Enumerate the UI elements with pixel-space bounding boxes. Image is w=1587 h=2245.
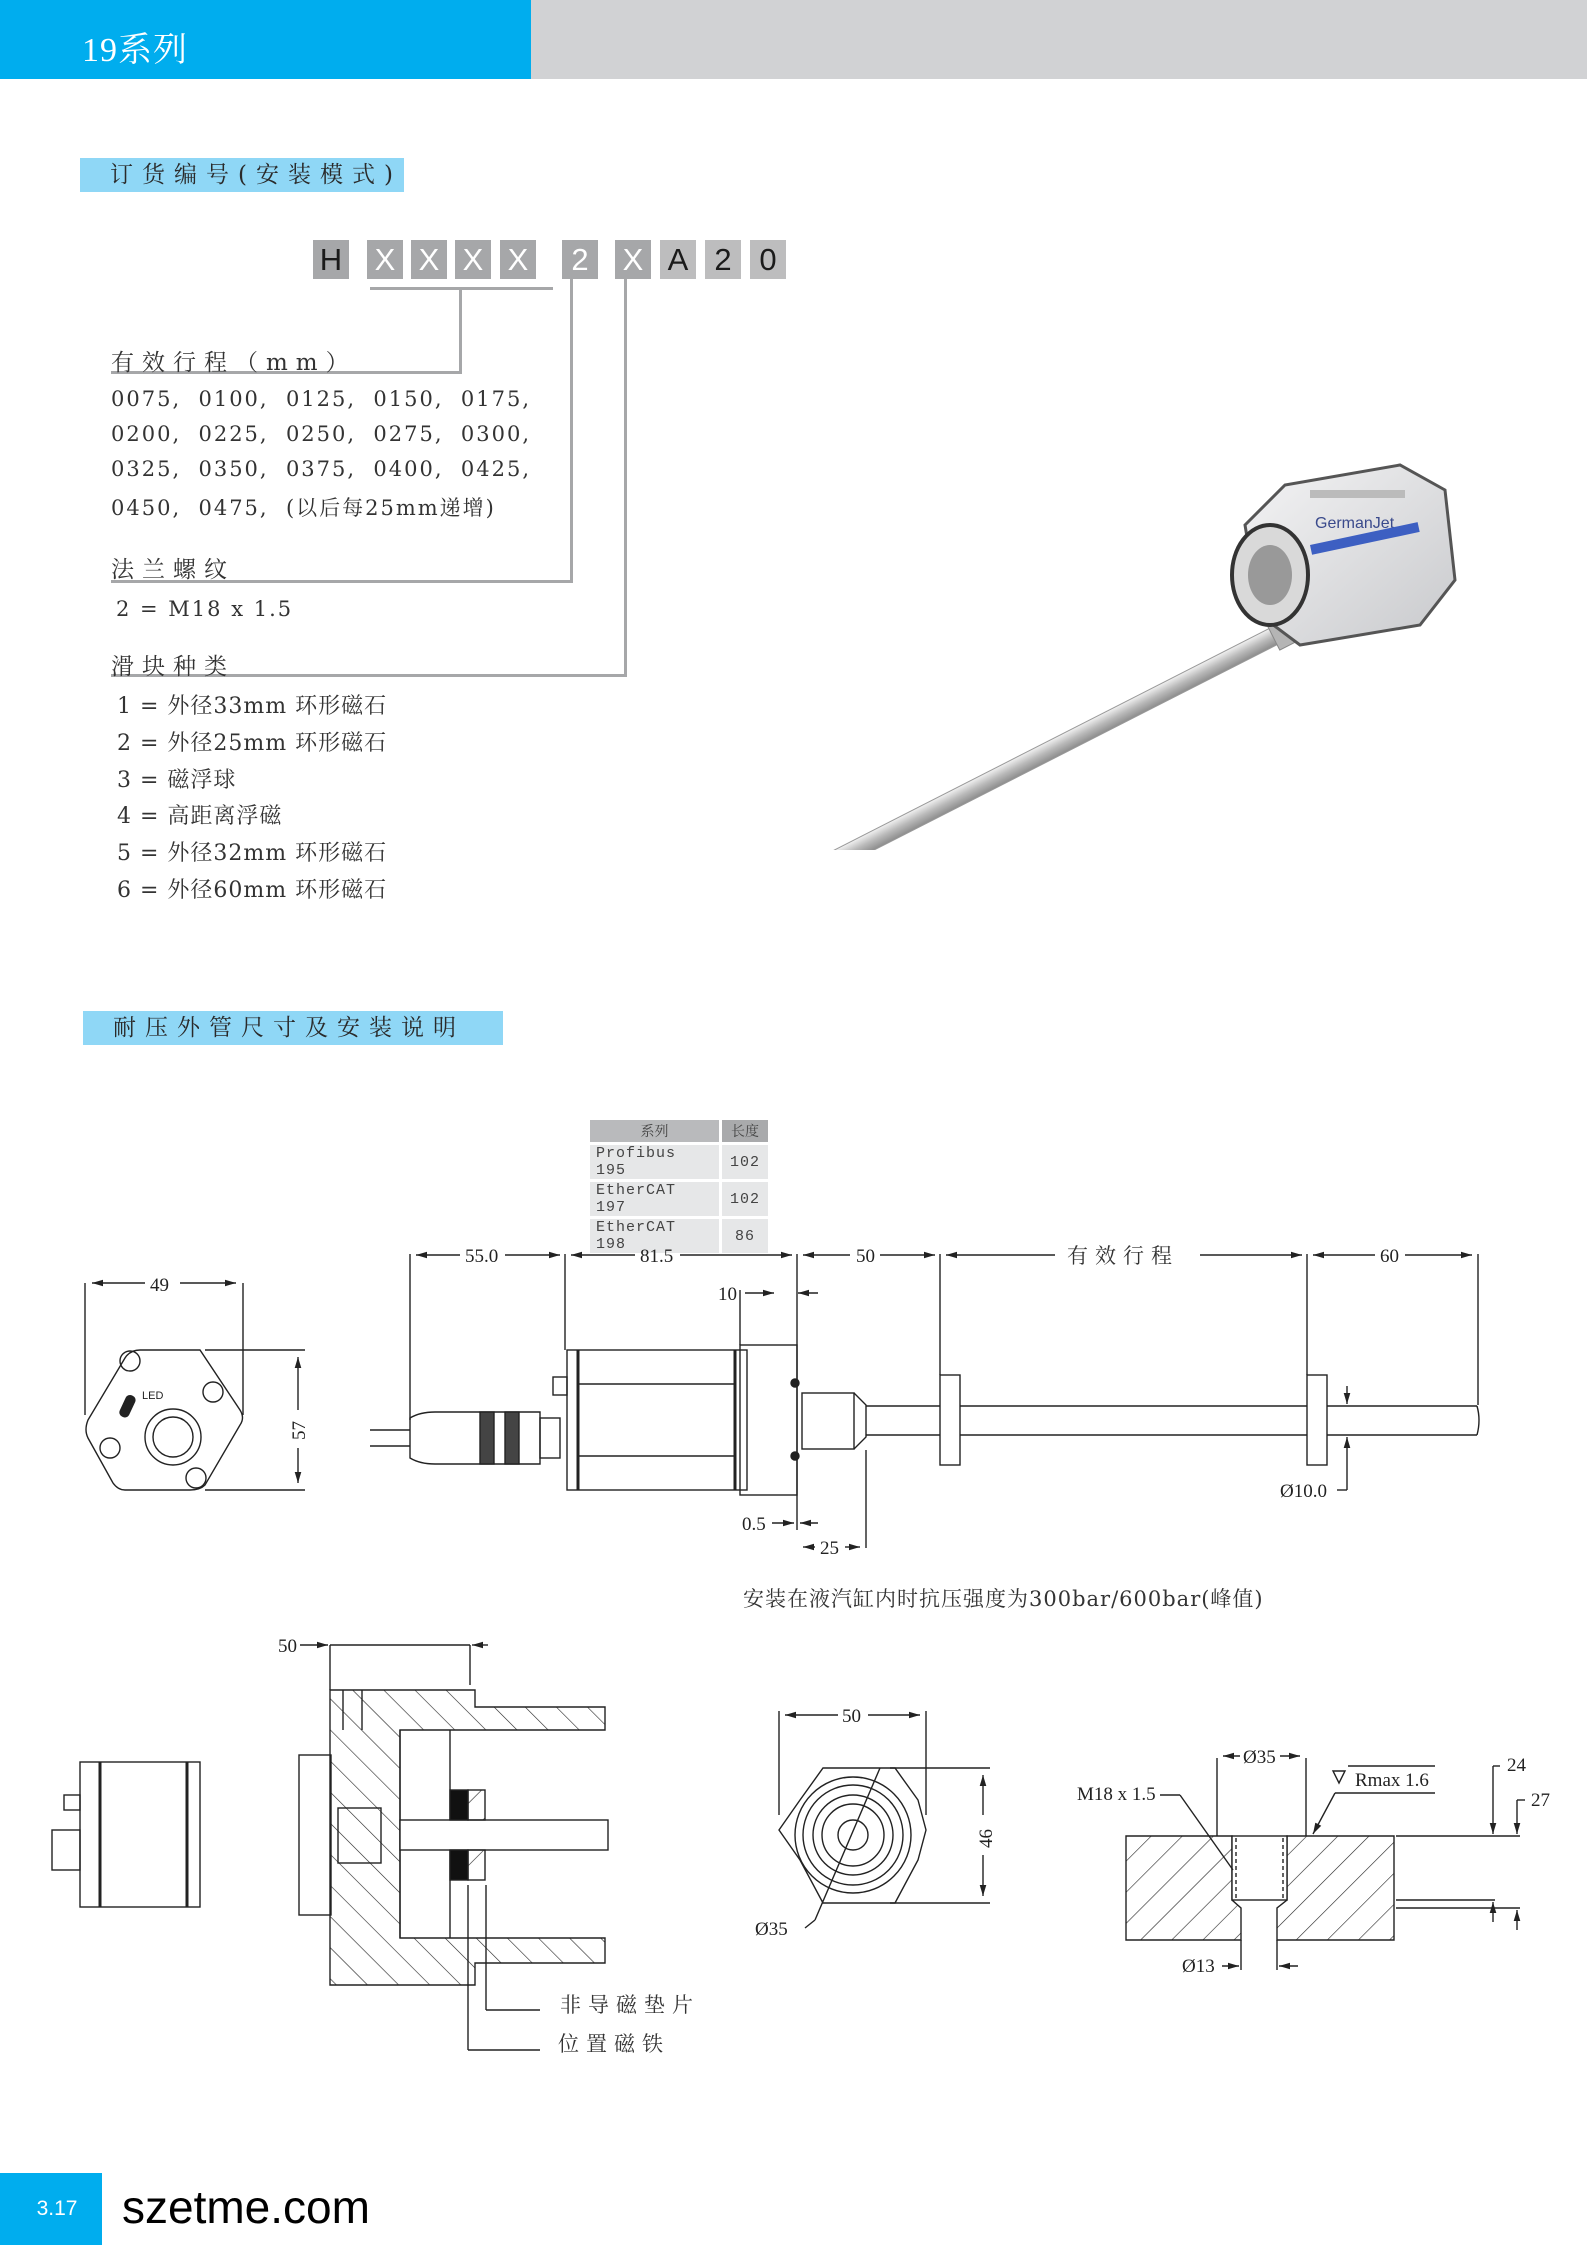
svg-text:Rmax 1.6: Rmax 1.6 (1355, 1770, 1429, 1791)
code-char-a: A (660, 240, 696, 279)
slider-option: 1 = 外径33mm 环形磁石 (117, 694, 388, 719)
code-char-x2: X (411, 240, 447, 279)
page-number: 3.17 (0, 2173, 102, 2245)
front-view-drawing (85, 1275, 310, 1490)
stroke-values-line: 0325, 0350, 0375, 0400, 0425, (111, 457, 531, 481)
slider-label: 滑块种类 (111, 654, 235, 680)
front-width-dim: 49 (150, 1275, 169, 1296)
slider-option: 6 = 外径60mm 环形磁石 (117, 878, 388, 903)
svg-text:Ø10.0: Ø10.0 (1280, 1481, 1327, 1502)
svg-text:Ø13: Ø13 (1182, 1956, 1215, 1977)
code-char-slider: X (615, 240, 651, 279)
svg-text:46: 46 (976, 1829, 997, 1848)
website-link[interactable]: szetme.com (122, 2181, 370, 2233)
code-char-x1: X (367, 240, 403, 279)
svg-text:60: 60 (1380, 1246, 1399, 1267)
slider-option: 2 = 外径25mm 环形磁石 (117, 731, 388, 756)
table-cell: 86 (722, 1219, 768, 1253)
table-cell: Profibus 195 (590, 1145, 719, 1179)
stroke-values-line: 0450, 0475, (以后每25mm递增) (111, 496, 496, 520)
side-view-drawing (370, 1244, 1479, 1559)
svg-text:Ø35: Ø35 (755, 1919, 788, 1940)
svg-text:Ø35: Ø35 (1243, 1747, 1276, 1768)
flange-label: 法兰螺纹 (111, 557, 235, 583)
code-char-2: 2 (705, 240, 741, 279)
spacer-label: 非导磁垫片 (560, 1993, 700, 2017)
code-char-0: 0 (750, 240, 786, 279)
svg-text:10: 10 (718, 1284, 737, 1305)
svg-text:25: 25 (820, 1538, 839, 1559)
section-tag-order: 订货编号(安装模式) (80, 158, 404, 192)
code-char-h: H (313, 240, 349, 279)
install-view-drawing (52, 1636, 700, 2056)
flange-value: 2 = M18 x 1.5 (116, 597, 294, 621)
code-char-x4: X (500, 240, 536, 279)
svg-text:27: 27 (1531, 1790, 1550, 1811)
svg-text:50: 50 (842, 1706, 861, 1727)
stroke-values-line: 0075, 0100, 0125, 0150, 0175, (111, 387, 531, 411)
svg-text:81.5: 81.5 (640, 1246, 674, 1267)
code-char-flange: 2 (562, 240, 598, 279)
svg-text:50: 50 (856, 1246, 875, 1267)
page-title: 19系列 (82, 32, 188, 69)
table-cell: EtherCAT 197 (590, 1182, 719, 1216)
table-header: 长度 (722, 1120, 768, 1142)
svg-text:M18 x 1.5: M18 x 1.5 (1077, 1784, 1156, 1805)
magnet-label: 位置磁铁 (558, 2032, 670, 2056)
stroke-label: 有效行程（mm） (111, 350, 357, 376)
front-height-dim: 57 (289, 1421, 310, 1440)
svg-text:有效行程: 有效行程 (1067, 1244, 1179, 1268)
stroke-values-line: 0200, 0225, 0250, 0275, 0300, (111, 422, 531, 446)
svg-text:0.5: 0.5 (742, 1514, 766, 1535)
table-cell: EtherCAT 198 (590, 1219, 719, 1253)
table-cell: 102 (722, 1145, 768, 1179)
flange-view-drawing (755, 1706, 997, 1940)
brand-label: GermanJet (1315, 515, 1395, 532)
code-char-x3: X (455, 240, 491, 279)
table-cell: 102 (722, 1182, 768, 1216)
table-header: 系列 (590, 1120, 719, 1142)
section-tag-dimensions: 耐压外管尺寸及安装说明 (83, 1011, 503, 1045)
hole-view-drawing (1077, 1747, 1550, 1977)
pressure-note: 安装在液汽缸内时抗压强度为300bar/600bar(峰值) (743, 1587, 1264, 1611)
slider-option: 4 = 高距离浮磁 (117, 804, 283, 829)
slider-option: 5 = 外径32mm 环形磁石 (117, 841, 388, 866)
svg-text:50: 50 (278, 1636, 297, 1657)
svg-text:55.0: 55.0 (465, 1246, 499, 1267)
slider-option: 3 = 磁浮球 (117, 768, 237, 793)
led-label: LED (142, 1390, 164, 1402)
svg-text:24: 24 (1507, 1755, 1526, 1776)
